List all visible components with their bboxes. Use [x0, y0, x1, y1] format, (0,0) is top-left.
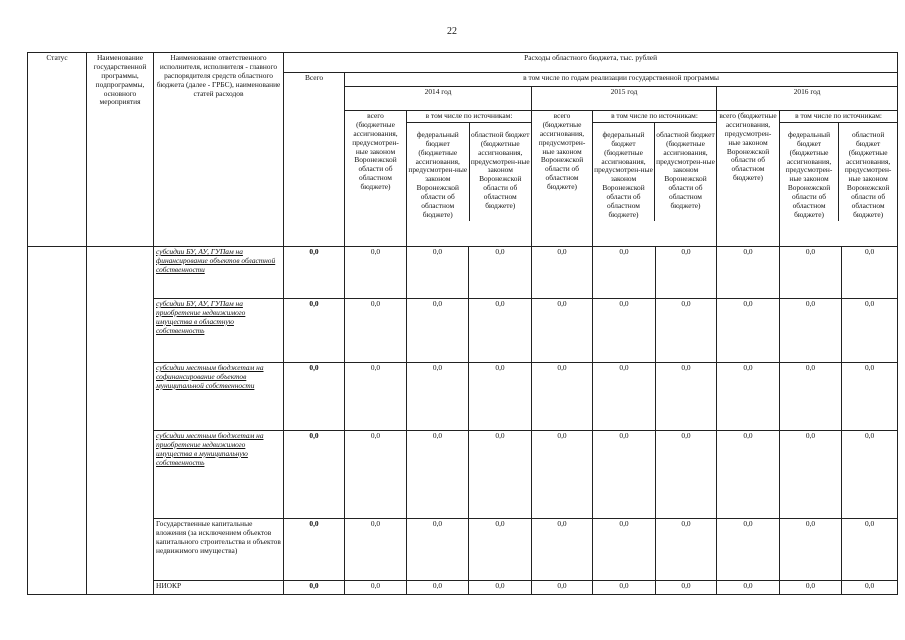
row-value: 0,0: [345, 519, 407, 581]
row-value: 0,0: [407, 363, 469, 431]
row-name: Государственные капитальные вложения (за исключением объектов капитального строительства и объектов недвижимого имущества): [154, 519, 284, 581]
row-value: 0,0: [469, 299, 532, 363]
row-value: 0,0: [284, 519, 345, 581]
header-sources-label-2016: в том числе по источникам:: [780, 111, 897, 123]
row-value: 0,0: [345, 363, 407, 431]
row-value: 0,0: [532, 363, 593, 431]
row-value: 0,0: [284, 431, 345, 519]
table-row: [28, 247, 898, 299]
budget-table: [27, 52, 898, 595]
header-executor: Наименование ответственного исполнителя, исполнителя - главного распорядителя средств областного бюджета (далее - ГРБС), наименование статей расходов: [154, 53, 284, 247]
row-value: 0,0: [656, 581, 717, 595]
row-value: 0,0: [532, 431, 593, 519]
row-value: 0,0: [780, 247, 842, 299]
row-value: 0,0: [780, 431, 842, 519]
header-total-2014-text: всего (бюджетные ассигнования, предусмотрен-ные законом Воронежской области об областном бюджете): [352, 111, 399, 191]
row-value: 0,0: [345, 247, 407, 299]
row-name: субсидии БУ, АУ, ГУПам на финансирование объектов областной собственности: [154, 247, 284, 299]
row-value: 0,0: [717, 363, 780, 431]
row-value: 0,0: [469, 431, 532, 519]
header-total-2015: [532, 111, 593, 247]
row-value: 0,0: [469, 363, 532, 431]
table-row: [28, 431, 898, 519]
header-total-2016-text: всего (бюджетные ассигнования, предусмотрен-ные законом Воронежской области об областном бюджете): [719, 111, 777, 183]
row-value: 0,0: [345, 431, 407, 519]
row-value: 0,0: [842, 247, 898, 299]
header-sources-2015: [593, 111, 717, 247]
row-value: 0,0: [717, 431, 780, 519]
header-year-2016: 2016 год: [717, 87, 898, 111]
row-value: 0,0: [593, 519, 656, 581]
row-value: 0,0: [780, 581, 842, 595]
table-row: [28, 299, 898, 363]
table-row: [28, 363, 898, 431]
row-name: НИОКР: [154, 581, 284, 595]
row-name: субсидии местным бюджетам на приобретение недвижимого имущества в муниципальную собственность: [154, 431, 284, 519]
row-value: 0,0: [593, 247, 656, 299]
row-value: 0,0: [284, 581, 345, 595]
header-by-years: в том числе по годам реализации государственной программы: [345, 73, 898, 87]
program-cell: [87, 247, 154, 595]
header-sources-label-2014: в том числе по источникам:: [407, 111, 531, 123]
row-value: 0,0: [407, 581, 469, 595]
row-value: 0,0: [842, 363, 898, 431]
header-federal-2016: федеральный бюджет (бюджетные ассигнования, предусмотрен-ные законом Воронежской области об областном бюджете): [780, 123, 839, 221]
table-row: [28, 519, 898, 581]
row-value: 0,0: [717, 299, 780, 363]
row-name: субсидии местным бюджетам на софинансирование объектов муниципальной собственности: [154, 363, 284, 431]
row-value: 0,0: [284, 299, 345, 363]
row-value: 0,0: [593, 431, 656, 519]
row-value: 0,0: [656, 363, 717, 431]
row-value: 0,0: [407, 519, 469, 581]
header-sources-2014: [407, 111, 532, 247]
header-total-2015-text: всего (бюджетные ассигнования, предусмотрен-ные законом Воронежской области об областном бюджете): [538, 111, 586, 191]
row-value: 0,0: [469, 581, 532, 595]
header-regional-2014: областной бюджет (бюджетные ассигнования, предусмотрен-ные законом Воронежской области об областном бюджете): [470, 129, 530, 210]
header-federal-2015: федеральный бюджет (бюджетные ассигнования, предусмотрен-ные законом Воронежской области об областном бюджете): [593, 123, 655, 221]
page-number: 22: [447, 26, 457, 37]
header-expenses: Расходы областного бюджета, тыс. рублей: [284, 53, 898, 73]
row-value: 0,0: [842, 519, 898, 581]
row-value: 0,0: [842, 431, 898, 519]
row-value: 0,0: [532, 581, 593, 595]
row-value: 0,0: [656, 431, 717, 519]
row-value: 0,0: [717, 247, 780, 299]
row-value: 0,0: [780, 299, 842, 363]
row-value: 0,0: [284, 247, 345, 299]
header-regional-2016: областной бюджет (бюджетные ассигнования, предусмотрен-ные законом Воронежской области об областном бюджете): [844, 129, 892, 219]
row-value: 0,0: [780, 519, 842, 581]
row-value: 0,0: [842, 581, 898, 595]
row-value: 0,0: [284, 363, 345, 431]
header-federal-2014: федеральный бюджет (бюджетные ассигнования, предусмотрен-ные законом Воронежской области об областном бюджете): [407, 123, 470, 221]
header-year-2015: 2015 год: [532, 87, 717, 111]
row-value: 0,0: [717, 581, 780, 595]
status-cell: [28, 247, 87, 595]
row-value: 0,0: [345, 299, 407, 363]
header-total-2014: [345, 111, 407, 247]
row-value: 0,0: [469, 247, 532, 299]
table-row: [28, 581, 898, 595]
row-value: 0,0: [656, 299, 717, 363]
header-year-2014: 2014 год: [345, 87, 532, 111]
header-program-name: Наименование государственной программы, подпрограммы, основного мероприятия: [87, 53, 154, 247]
row-value: 0,0: [656, 519, 717, 581]
row-value: 0,0: [532, 299, 593, 363]
row-value: 0,0: [407, 247, 469, 299]
header-sources-2016: [780, 111, 898, 247]
header-sources-label-2015: в том числе по источникам:: [593, 111, 716, 123]
header-total: Всего: [284, 73, 345, 247]
row-value: 0,0: [656, 247, 717, 299]
header-regional-2015: областной бюджет (бюджетные ассигнования, предусмотрен-ные законом Воронежской области об областном бюджете): [656, 129, 715, 210]
row-value: 0,0: [469, 519, 532, 581]
row-value: 0,0: [593, 363, 656, 431]
row-value: 0,0: [407, 299, 469, 363]
row-value: 0,0: [345, 581, 407, 595]
row-value: 0,0: [532, 247, 593, 299]
row-value: 0,0: [842, 299, 898, 363]
row-value: 0,0: [717, 519, 780, 581]
row-name: субсидии БУ, АУ, ГУПам на приобретение недвижимого имущества в областную собственность: [154, 299, 284, 363]
header-status: Статус: [28, 53, 87, 247]
header-total-2016: [717, 111, 780, 247]
row-value: 0,0: [780, 363, 842, 431]
row-value: 0,0: [532, 519, 593, 581]
row-value: 0,0: [593, 299, 656, 363]
row-value: 0,0: [593, 581, 656, 595]
row-value: 0,0: [407, 431, 469, 519]
